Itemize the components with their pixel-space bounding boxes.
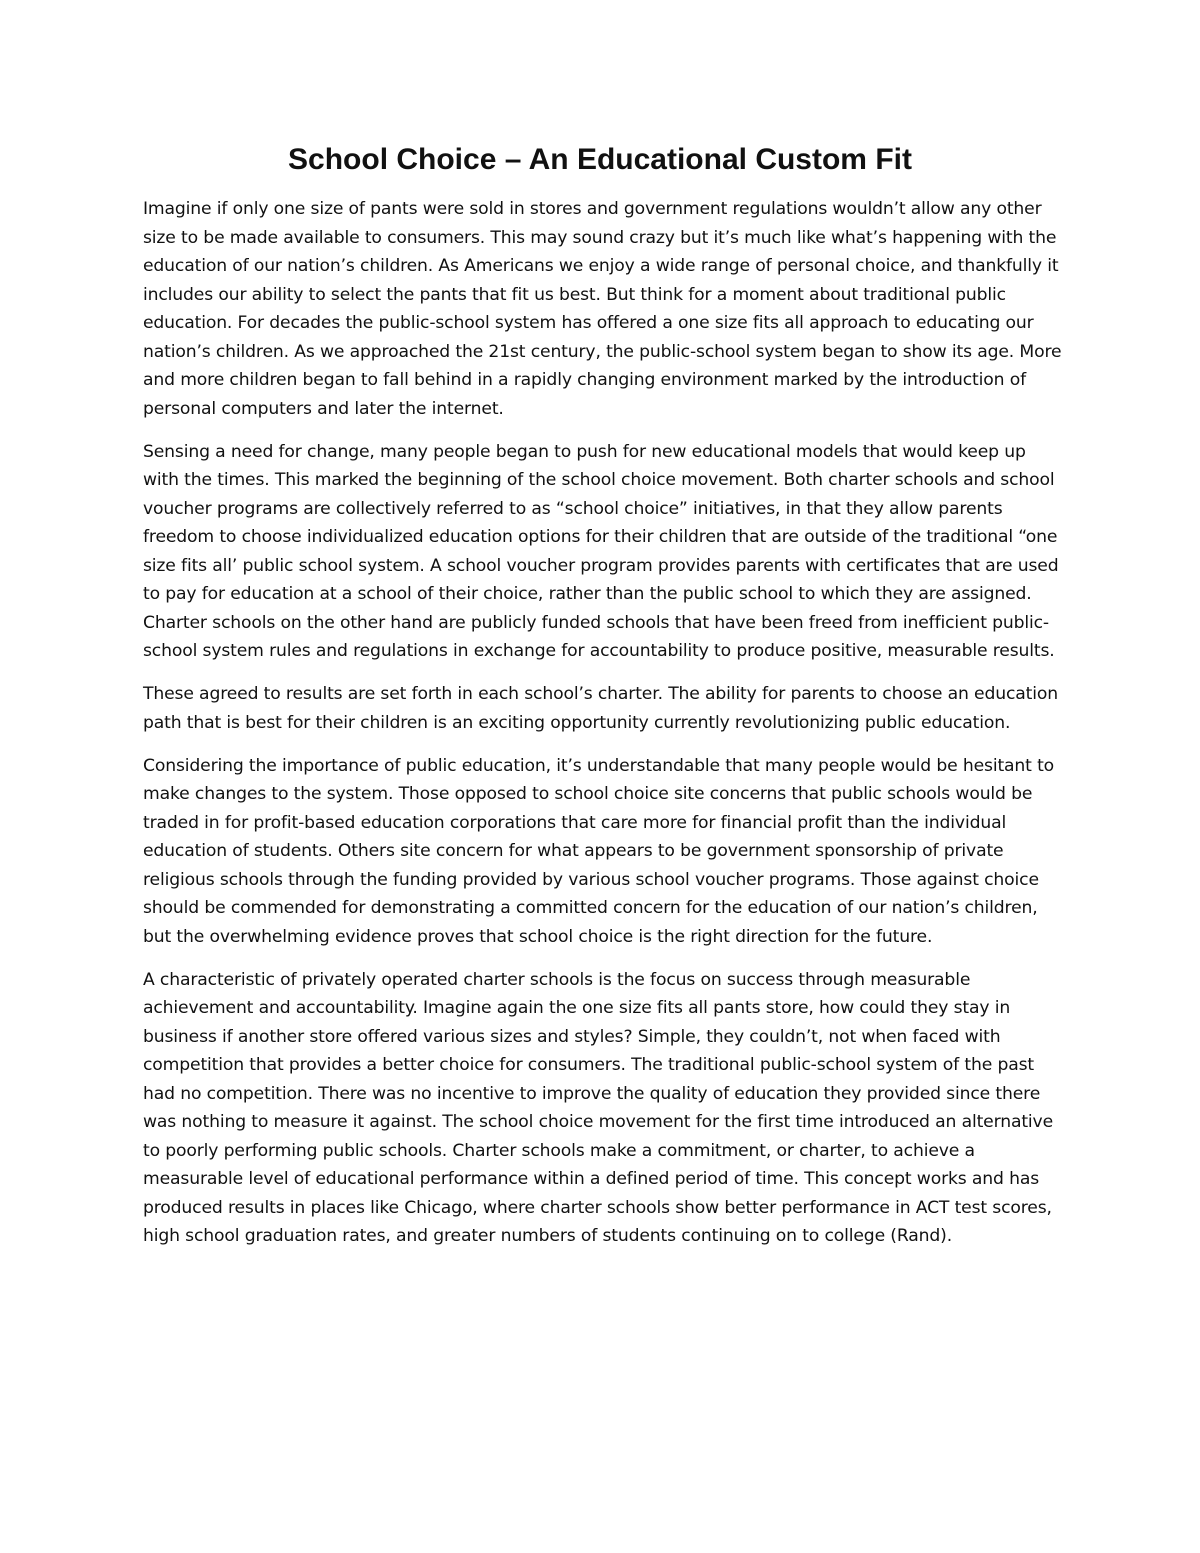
paragraph-5: A characteristic of privately operated charter schools is the focus on success through measurable achievement and accountability. Imagine again the one size fits all pants store, how could they stay in business if another store offered various sizes and styles? Simple, they couldn’t, not when faced with competition that provides a better choice for consumers. The traditional public-school system of the past had no competition. There was no incentive to improve the quality of education they provided since there was nothing to measure it against. The school choice movement for the first time introduced an alternative to poorly performing public schools. Charter schools make a commitment, or charter, to achieve a measurable level of educational performance within a defined period of time. This concept works and has produced results in places like Chicago, where charter schools show better performance in ACT test scores, high school graduation rates, and greater numbers of students continuing on to college (Rand).: [143, 969, 1053, 1246]
paragraph-1: Imagine if only one size of pants were sold in stores and government regulations wouldn’t allow any other size to be made available to consumers. This may sound crazy but it’s much like what’s happening with the education of our nation’s children. As Americans we enjoy a wide range of personal choice, and thankfully it includes our ability to select the pants that fit us best. But think for a moment about traditional public education. For decades the public-school system has offered a one size fits all approach to educating our nation’s children. As we approached the 21st century, the public-school system began to show its age. More and more children began to fall behind in a rapidly changing environment marked by the introduction of personal computers and later the internet.: [143, 199, 1062, 419]
paragraph-4: Considering the importance of public education, it’s understandable that many people would be hesitant to make changes to the system. Those opposed to school choice site concerns that public schools would be traded in for profit-based education corporations that care more for financial profit than the individual education of students. Others site concern for what appears to be government sponsorship of private religious schools through the funding provided by various school voucher programs. Those against choice should be commended for demonstrating a committed concern for the education of our nation’s children, but the overwhelming evidence proves that school choice is the right direction for the future.: [143, 755, 1055, 947]
document-title: School Choice – An Educational Custom Fit: [288, 143, 912, 176]
paragraph-2: Sensing a need for change, many people began to push for new educational models that would keep up with the times. This marked the beginning of the school choice movement. Both charter schools and school voucher programs are collectively referred to as “school choice” initiatives, in that they allow parents freedom to choose individualized education options for their children that are outside of the traditional “one size fits all’ public school system. A school voucher program provides parents with certificates that are used to pay for education at a school of their choice, rather than the public school to which they are assigned. Charter schools on the other hand are publicly funded schools that have been freed from inefficient public-school system rules and regulations in exchange for accountability to produce positive, measurable results.: [143, 441, 1059, 661]
document-body: [143, 195, 1063, 1265]
paragraph-3: These agreed to results are set forth in each school’s charter. The ability for parents to choose an education path that is best for their children is an exciting opportunity currently revolutionizing public education.: [143, 684, 1058, 733]
